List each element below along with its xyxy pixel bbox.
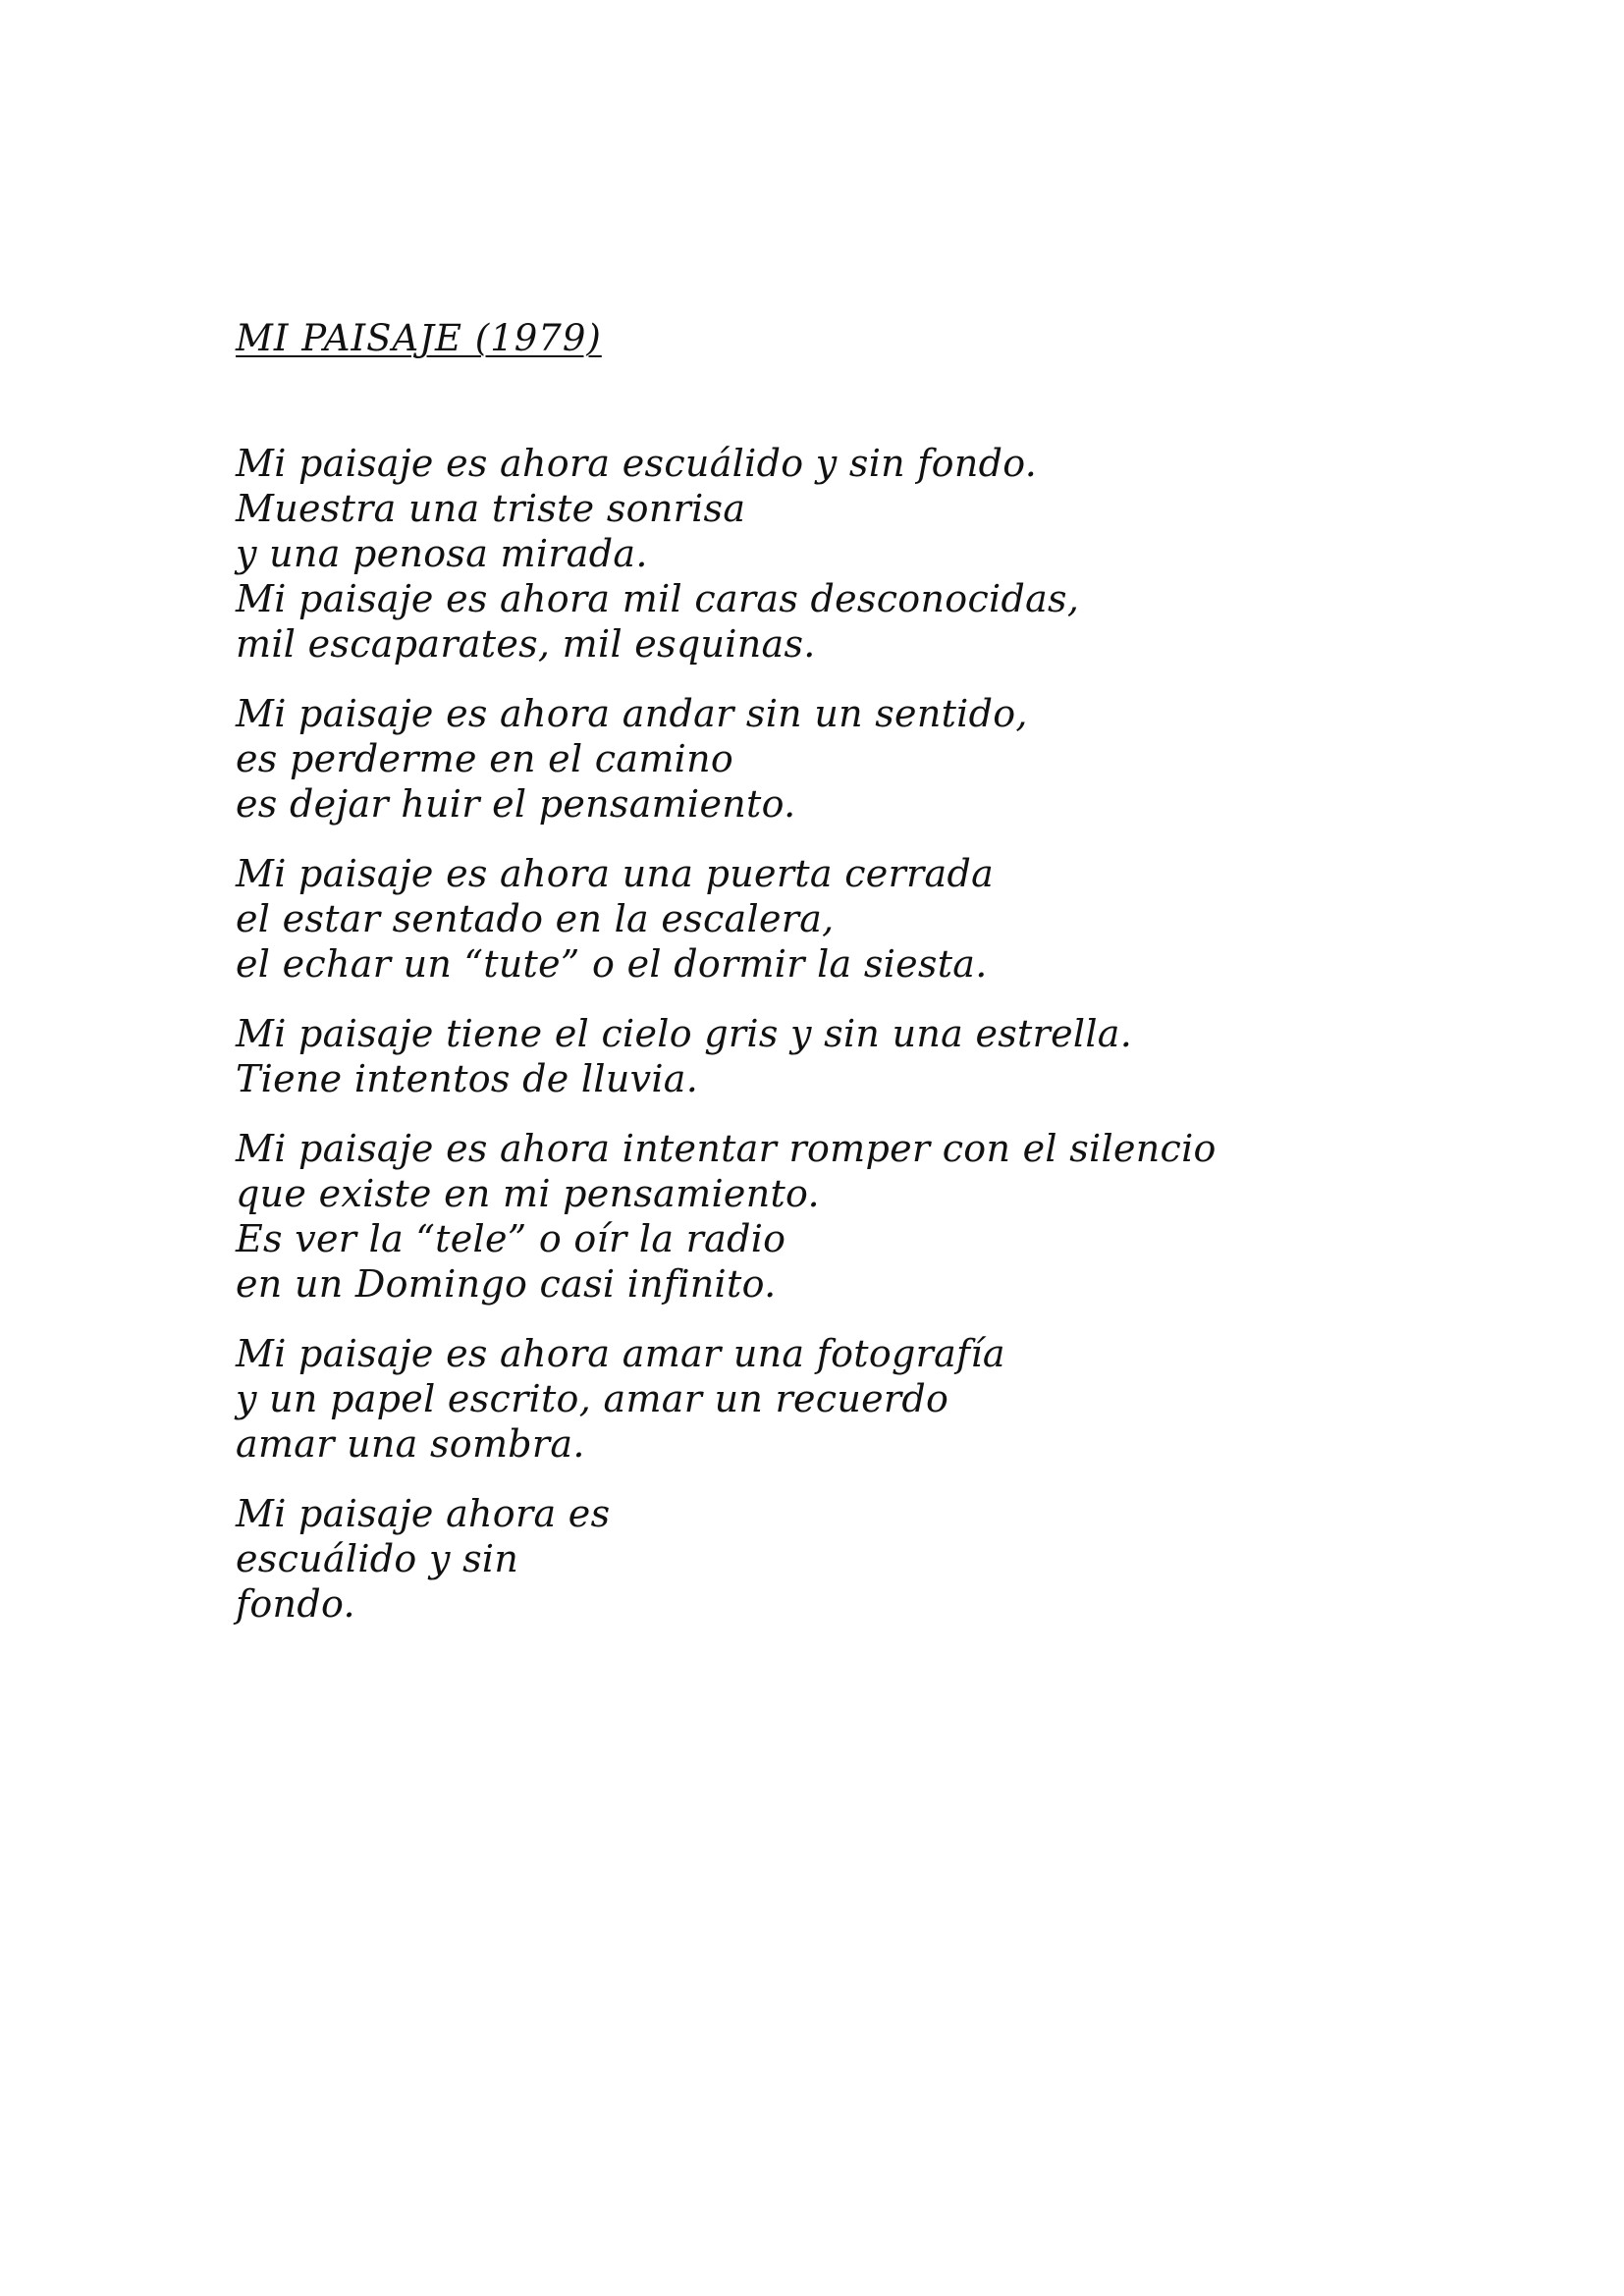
stanza-4 <box>236 1011 1414 1101</box>
poem-line: Mi paisaje es ahora una puerta cerrada <box>236 852 995 895</box>
poem-line: fondo. <box>236 1582 355 1626</box>
stanza-5 <box>236 1126 1414 1307</box>
poem-line: en un Domingo casi infinito. <box>236 1262 777 1306</box>
poem-line: el echar un “tute” o el dormir la siesta. <box>236 942 988 986</box>
stanza-6 <box>236 1331 1414 1467</box>
poem-line: y un papel escrito, amar un recuerdo <box>236 1377 949 1420</box>
poem-line: Tiene intentos de lluvia. <box>236 1057 699 1100</box>
poem-line: es dejar huir el pensamiento. <box>236 782 796 826</box>
poem-line: Muestra una triste sonrisa <box>236 487 746 530</box>
poem-line: que existe en mi pensamiento. <box>236 1172 820 1215</box>
stanza-1 <box>236 441 1414 667</box>
poem-line: el estar sentado en la escalera, <box>236 897 835 940</box>
poem-line: Mi paisaje es ahora amar una fotografía <box>236 1332 1005 1375</box>
poem-line: Mi paisaje es ahora escuálido y sin fondo. <box>236 442 1038 485</box>
stanza-3 <box>236 851 1414 987</box>
poem-line: Mi paisaje es ahora mil caras desconocidas, <box>236 577 1080 620</box>
poem-line: Mi paisaje tiene el cielo gris y sin una estrella. <box>236 1012 1133 1055</box>
poem-line: y una penosa mirada. <box>236 532 648 575</box>
poem-line: mil escaparates, mil esquinas. <box>236 622 816 666</box>
stanza-7 <box>236 1491 1414 1627</box>
poem-line: Mi paisaje ahora es <box>236 1492 611 1535</box>
poem-line: Mi paisaje es ahora andar sin un sentido, <box>236 692 1028 735</box>
poem-line: Mi paisaje es ahora intentar romper con el silencio <box>236 1127 1217 1170</box>
stanza-2 <box>236 691 1414 827</box>
poem-line: escuálido y sin <box>236 1537 519 1580</box>
poem-line: es perderme en el camino <box>236 737 734 780</box>
poem-title: MI PAISAJE (1979) <box>236 317 602 359</box>
poem-body <box>236 441 1414 1651</box>
poem-line: Es ver la “tele” o oír la radio <box>236 1217 786 1260</box>
poem-line: amar una sombra. <box>236 1422 585 1466</box>
